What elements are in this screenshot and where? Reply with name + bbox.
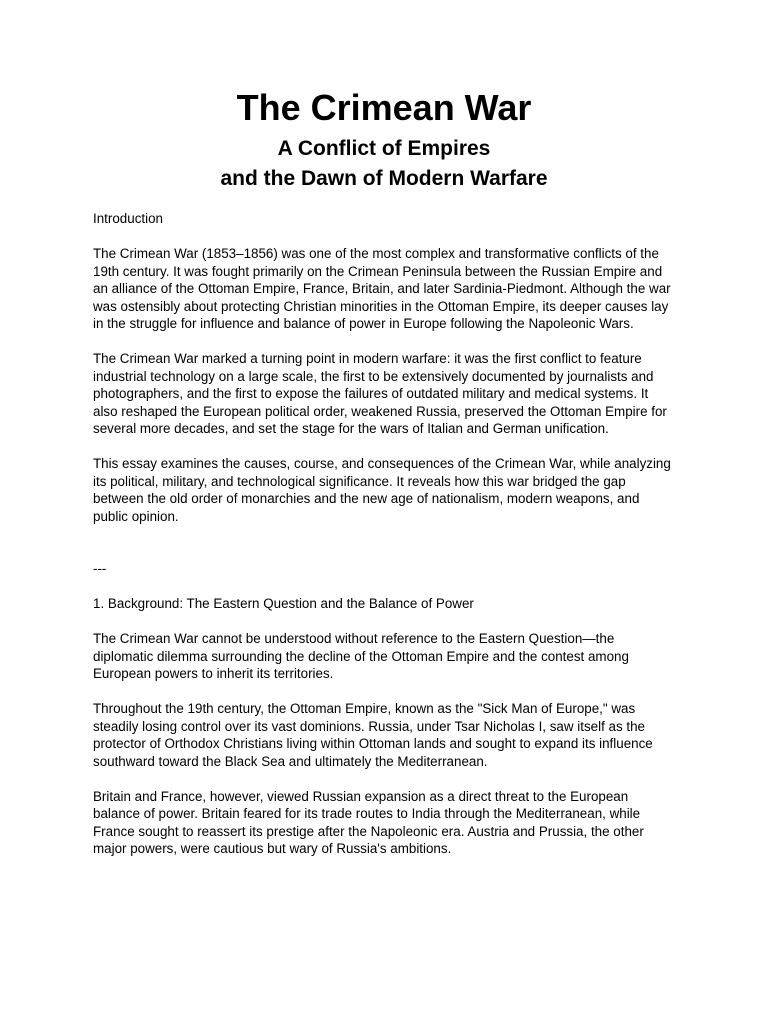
subtitle-line: A Conflict of Empires <box>277 137 491 160</box>
paragraph: The Crimean War cannot be understood without reference to the Eastern Question—the diplomatic dilemma surrounding the decline of the Ottoman Empire and the contest among European powers to inherit its territories. <box>93 631 629 681</box>
blank-line <box>93 543 675 561</box>
document-subtitle <box>93 134 675 194</box>
document-body <box>93 210 675 858</box>
document-title: The Crimean War <box>236 87 532 128</box>
paragraph: The Crimean War (1853–1856) was one of the most complex and transformative conflicts of the 19th century. It was fought primarily on the Crimean Peninsula between the Russian Empire and an alliance of the Ottoman Empire, France, Britain, and later Sardinia-Piedmont. Although the war was ostensibly about protecting Christian minorities in the Ottoman Empire, its deeper causes lay in the struggle for influence and balance of power in Europe following the Napoleonic Wars. <box>93 246 671 331</box>
section-heading-introduction: Introduction <box>93 211 163 226</box>
paragraph: The Crimean War marked a turning point in modern warfare: it was the first conflict to feature industrial technology on a large scale, the first to be extensively documented by journalists and photographers, and the first to expose the failures of outdated military and medical systems. It also reshaped the European political order, weakened Russia, preserved the Ottoman Empire for several more decades, and set the stage for the wars of Italian and German unification. <box>93 351 667 436</box>
subtitle-line: and the Dawn of Modern Warfare <box>220 167 548 190</box>
section-heading-background: 1. Background: The Eastern Question and the Balance of Power <box>93 596 474 611</box>
paragraph: This essay examines the causes, course, and consequences of the Crimean War, while analyzing its political, military, and technological significance. It reveals how this war bridged the gap between the old order of monarchies and the new age of nationalism, modern weapons, and public opinion. <box>93 456 671 524</box>
paragraph: Britain and France, however, viewed Russian expansion as a direct threat to the European balance of power. Britain feared for its trade routes to India through the Mediterranean, while France sought to reassert its prestige after the Napoleonic era. Austria and Prussia, the other major powers, were cautious but wary of Russia's ambitions. <box>93 788 644 856</box>
separator: --- <box>93 561 107 576</box>
paragraph: Throughout the 19th century, the Ottoman Empire, known as the "Sick Man of Europe," was steadily losing control over its vast dominions. Russia, under Tsar Nicholas I, saw itself as the protector of Orthodox Christians living within Ottoman lands and sought to expand its influence southward toward the Black Sea and ultimately the Mediterranean. <box>93 701 653 769</box>
